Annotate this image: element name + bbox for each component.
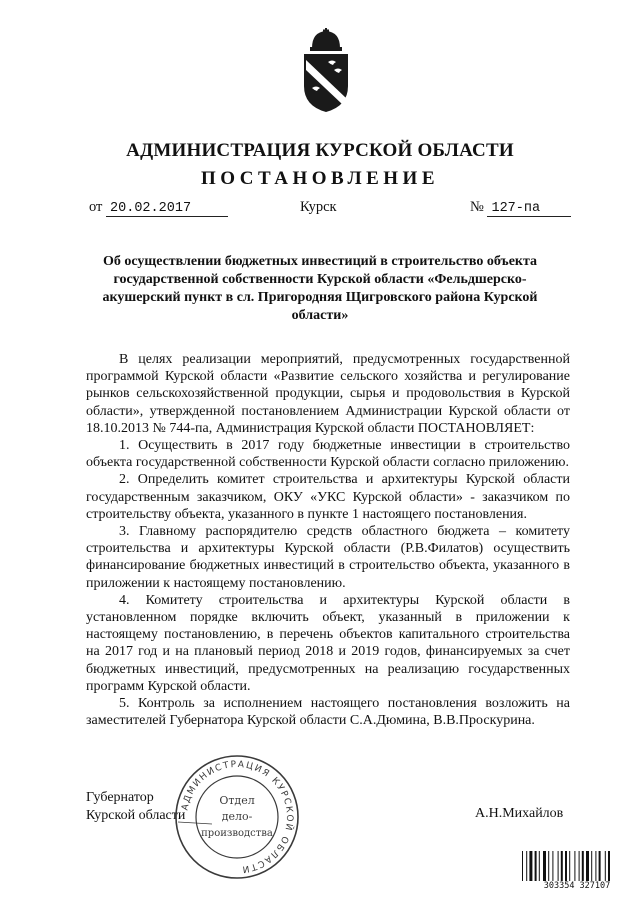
coat-of-arms-emblem (298, 28, 354, 114)
svg-text:Отдел: Отдел (219, 794, 255, 807)
emblem-icon (298, 28, 354, 114)
svg-text:АДМИНИСТРАЦИЯ КУРСКОЙ ОБЛАСТИ: АДМИНИСТРАЦИЯ КУРСКОЙ ОБЛАСТИ (180, 759, 295, 874)
number-value: 127-па (487, 202, 571, 217)
barcode-bar (565, 851, 567, 881)
barcode-bar (561, 851, 563, 881)
clause-2: 2. Определить комитет строительства и архитектуры Курской области государственным заказчиком, ОКУ «УКС Курской области» - заказчиком по строительству объекта, указанного в пункте 1 настоящего постановления. (86, 472, 570, 522)
barcode-bar (569, 851, 570, 881)
barcode-bar (605, 851, 606, 881)
barcode-bar (591, 851, 592, 881)
clause-4: 4. Комитету строительства и архитектуры Курской области в установленном порядке включить объект, указанный в приложении к настоящему постановлению, в перечень объектов капитального строительства на 2017 год и на плановый период 2018 и 2019 годов, финансируемых за счет бюджетных инвестиций, предусмотренных на реализацию государственных программ Курской области. (86, 592, 570, 694)
clause-1: 1. Осуществить в 2017 году бюджетные инвестиции в строительство объекта государственной собственности Курской области согласно приложению. (86, 438, 570, 471)
barcode-bar (579, 851, 580, 881)
barcode-bar (529, 851, 532, 881)
signatory-position (86, 789, 185, 824)
barcode-bar (574, 851, 575, 881)
clause-3: 3. Главному распорядителю средств областного бюджета – комитету строительства и архитектуры Курской области (Р.В.Филатов) осуществить финансирование бюджетных инвестиций в строительство объекта, указанного в приложении к настоящему постановлению. (86, 524, 570, 591)
svg-text:производства: производства (201, 828, 273, 839)
barcode-bar (543, 851, 546, 881)
barcode-bar (599, 851, 601, 881)
stamp-icon (172, 752, 302, 882)
barcode-bar (586, 851, 589, 881)
position-line-1: Губернатор (86, 790, 154, 805)
barcode-bar (522, 851, 523, 881)
document-place: Курск (300, 199, 337, 215)
barcode-bar (552, 851, 553, 881)
organization-name: АДМИНИСТРАЦИЯ КУРСКОЙ ОБЛАСТИ (126, 140, 514, 161)
barcode-bar (608, 851, 610, 881)
position-line-2: Курской области (86, 807, 186, 823)
document-date (89, 199, 228, 217)
preamble-paragraph: В целях реализации мероприятий, предусмотренных государственной программой Курской области «Развитие сельского хозяйства и регулирование рынков сельскохозяйственной продукции, сырья и продовольствия в Курской области», утвержденной постановлением Администрации Курской области от 18.10.2013 № 744-па, Администрация Курской области ПОСТАНОВЛЯЕТ: (86, 352, 570, 436)
barcode-number: 303354 327107 (520, 881, 634, 891)
signatory-name: А.Н.Михайлов (475, 806, 564, 821)
barcode-bar (582, 851, 584, 881)
svg-text:дело-: дело- (221, 810, 253, 823)
document-body (86, 351, 570, 729)
date-value: 20.02.2017 (106, 202, 228, 217)
barcode-bar (548, 851, 549, 881)
number-prefix: № (470, 199, 484, 215)
barcode-bar (535, 851, 537, 881)
document-number (470, 199, 571, 217)
barcode-bar (595, 851, 596, 881)
document-type: ПОСТАНОВЛЕНИЕ (200, 168, 440, 189)
barcode-bar (526, 851, 527, 881)
date-prefix: от (89, 199, 103, 215)
barcode-bar (558, 851, 559, 881)
document-title: Об осуществлении бюджетных инвестиций в строительство объекта государственной собственности Курской области «Фельдшерско-акушерский пункт в сл. Пригородняя Щигровского района Курской области» (102, 254, 538, 323)
official-stamp (172, 752, 302, 882)
barcode-icon (520, 851, 634, 881)
clause-5: 5. Контроль за исполнением настоящего постановления возложить на заместителей Губернатора Курской области С.А.Дюмина, В.В.Проскурина. (86, 696, 570, 729)
barcode-bar (539, 851, 540, 881)
